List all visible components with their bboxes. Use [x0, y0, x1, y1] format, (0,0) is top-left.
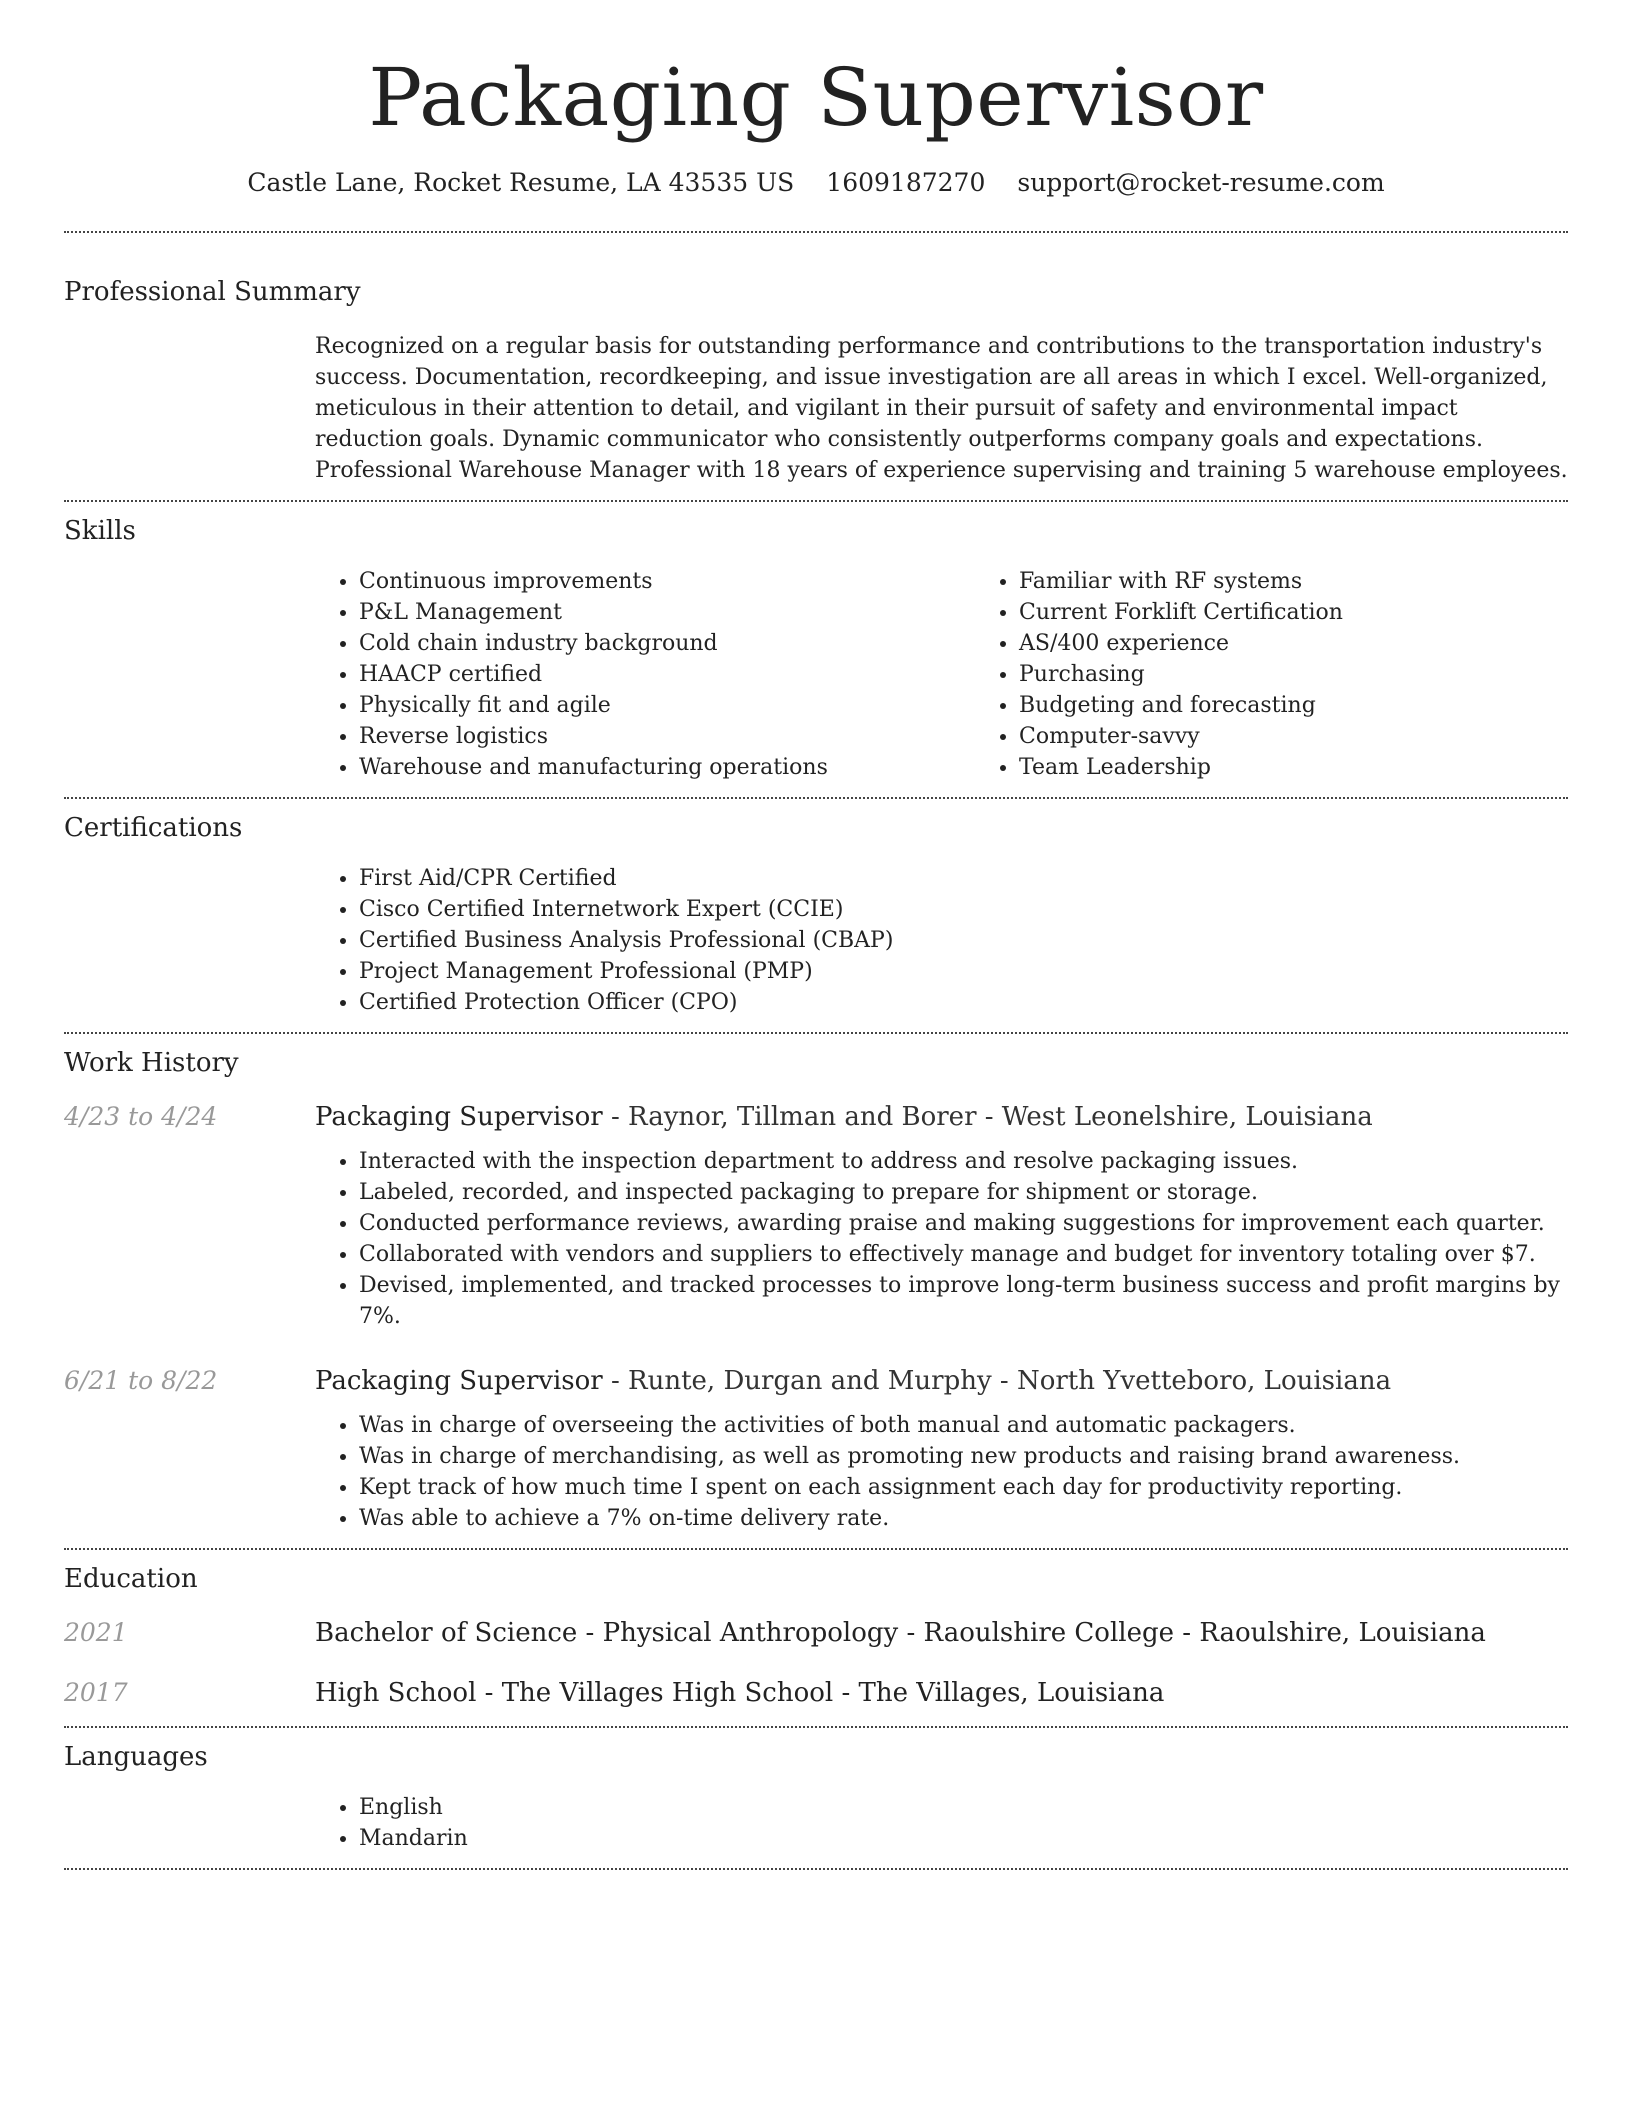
education-degree: Bachelor of Science [315, 1618, 578, 1648]
list-item: • Familiar with RF systems [1019, 566, 1632, 597]
list-item: • Cold chain industry background [359, 628, 975, 659]
summary-text: Recognized on a regular basis for outstanding performance and contributions to the transportation industry's success. Documentation, recordkeeping, and issue investigation are all areas in which I excel. Well-organized, meticulous in their attention to detail, and vigilant in their pursuit of safety and environmental impact reduction goals. Dynamic communicator who consistently outperforms company goals and expectations. Professional Warehouse Manager with 18 years of experience supervising and training 5 warehouse employees. [315, 334, 1568, 483]
job-title [315, 1366, 1391, 1396]
education-degree: High School [315, 1678, 477, 1708]
list-item: • HAACP certified [359, 659, 975, 690]
job-dates: 6/21 to 8/22 [64, 1366, 218, 1395]
languages-list [315, 1792, 1568, 1854]
job-bullet-list [315, 1410, 1568, 1534]
list-item: • Conducted performance reviews, awarding praise and making suggestions for improvement each quarter. [359, 1208, 1568, 1239]
list-item: • Certified Protection Officer (CPO) [359, 987, 1568, 1018]
job-title [315, 1102, 1373, 1132]
education-entry [64, 1618, 1568, 1648]
languages-section [64, 1728, 1568, 1868]
job-header [64, 1366, 1568, 1396]
list-item: • Reverse logistics [359, 721, 975, 752]
list-item: • Labeled, recorded, and inspected packaging to prepare for shipment or storage. [359, 1177, 1568, 1208]
job-bullet-list [315, 1146, 1568, 1332]
list-item: • Kept track of how much time I spent on each assignment each day for productivity reporting. [359, 1472, 1568, 1503]
skills-section [64, 502, 1568, 797]
list-item: • Continuous improvements [359, 566, 975, 597]
list-item: • Was able to achieve a 7% on-time delivery rate. [359, 1503, 1568, 1534]
languages-content [315, 1792, 1568, 1868]
job-bullets [315, 1410, 1568, 1548]
list-item: • Collaborated with vendors and suppliers to effectively manage and budget for inventory totaling over $7. [359, 1239, 1568, 1270]
work-section [64, 1034, 1568, 1548]
education-year: 2021 [64, 1618, 128, 1647]
job-details: - Runte, Durgan and Murphy - North Yvetteboro, Louisiana [602, 1366, 1392, 1396]
certifications-section [64, 799, 1568, 1032]
certifications-heading: Certifications [64, 813, 243, 843]
list-item: • Purchasing [1019, 659, 1632, 690]
job-header [64, 1102, 1568, 1132]
job-position: Packaging Supervisor [315, 1102, 603, 1132]
education-section [64, 1550, 1568, 1726]
list-item: • Budgeting and forecasting [1019, 690, 1632, 721]
skills-columns [315, 566, 1568, 797]
education-title [315, 1678, 1164, 1708]
list-item: • Project Management Professional (PMP) [359, 956, 1568, 987]
skills-list-right [975, 566, 1632, 783]
list-item: • Devised, implemented, and tracked processes to improve long-term business success and profit margins by 7%. [359, 1270, 1568, 1332]
phone: 1609187270 [826, 168, 986, 197]
list-item: • First Aid/CPR Certified [359, 863, 1568, 894]
education-year: 2017 [64, 1678, 128, 1707]
list-item: • English [359, 1792, 1568, 1823]
job-dates: 4/23 to 4/24 [64, 1102, 218, 1131]
divider [64, 1868, 1568, 1870]
work-heading: Work History [64, 1048, 239, 1078]
email: support@rocket-resume.com [1017, 168, 1385, 197]
list-item: • Certified Business Analysis Professional (CBAP) [359, 925, 1568, 956]
job-position: Packaging Supervisor [315, 1366, 603, 1396]
contact-line [64, 168, 1568, 197]
list-item: • Current Forklift Certification [1019, 597, 1632, 628]
summary-heading: Professional Summary [64, 277, 361, 307]
education-entry [64, 1678, 1568, 1726]
job-entry [64, 1102, 1568, 1332]
list-item: • Physically fit and agile [359, 690, 975, 721]
candidate-name: Packaging Supervisor [368, 51, 1264, 144]
education-details: - The Villages High School - The Villages, Louisiana [476, 1678, 1165, 1708]
list-item: • Mandarin [359, 1823, 1568, 1854]
list-item: • P&L Management [359, 597, 975, 628]
job-details: - Raynor, Tillman and Borer - West Leonelshire, Louisiana [602, 1102, 1373, 1132]
skills-list-left [315, 566, 975, 783]
list-item: • Cisco Certified Internetwork Expert (CCIE) [359, 894, 1568, 925]
skills-heading: Skills [64, 516, 136, 546]
summary-section [64, 233, 1568, 500]
certifications-list [315, 863, 1568, 1018]
languages-heading: Languages [64, 1742, 208, 1772]
list-item: • Computer-savvy [1019, 721, 1632, 752]
list-item: • Team Leadership [1019, 752, 1632, 783]
list-item: • Interacted with the inspection department to address and resolve packaging issues. [359, 1146, 1568, 1177]
education-title [315, 1618, 1486, 1648]
job-bullets [315, 1146, 1568, 1332]
address: Castle Lane, Rocket Resume, LA 43535 US [247, 168, 795, 197]
certifications-content [315, 863, 1568, 1032]
list-item: • Was in charge of merchandising, as well as promoting new products and raising brand awareness. [359, 1441, 1568, 1472]
job-entry [64, 1366, 1568, 1548]
education-heading: Education [64, 1564, 198, 1594]
list-item: • Was in charge of overseeing the activities of both manual and automatic packagers. [359, 1410, 1568, 1441]
list-item: • AS/400 experience [1019, 628, 1632, 659]
education-details: - Physical Anthropology - Raoulshire College - Raoulshire, Louisiana [577, 1618, 1486, 1648]
list-item: • Warehouse and manufacturing operations [359, 752, 975, 783]
